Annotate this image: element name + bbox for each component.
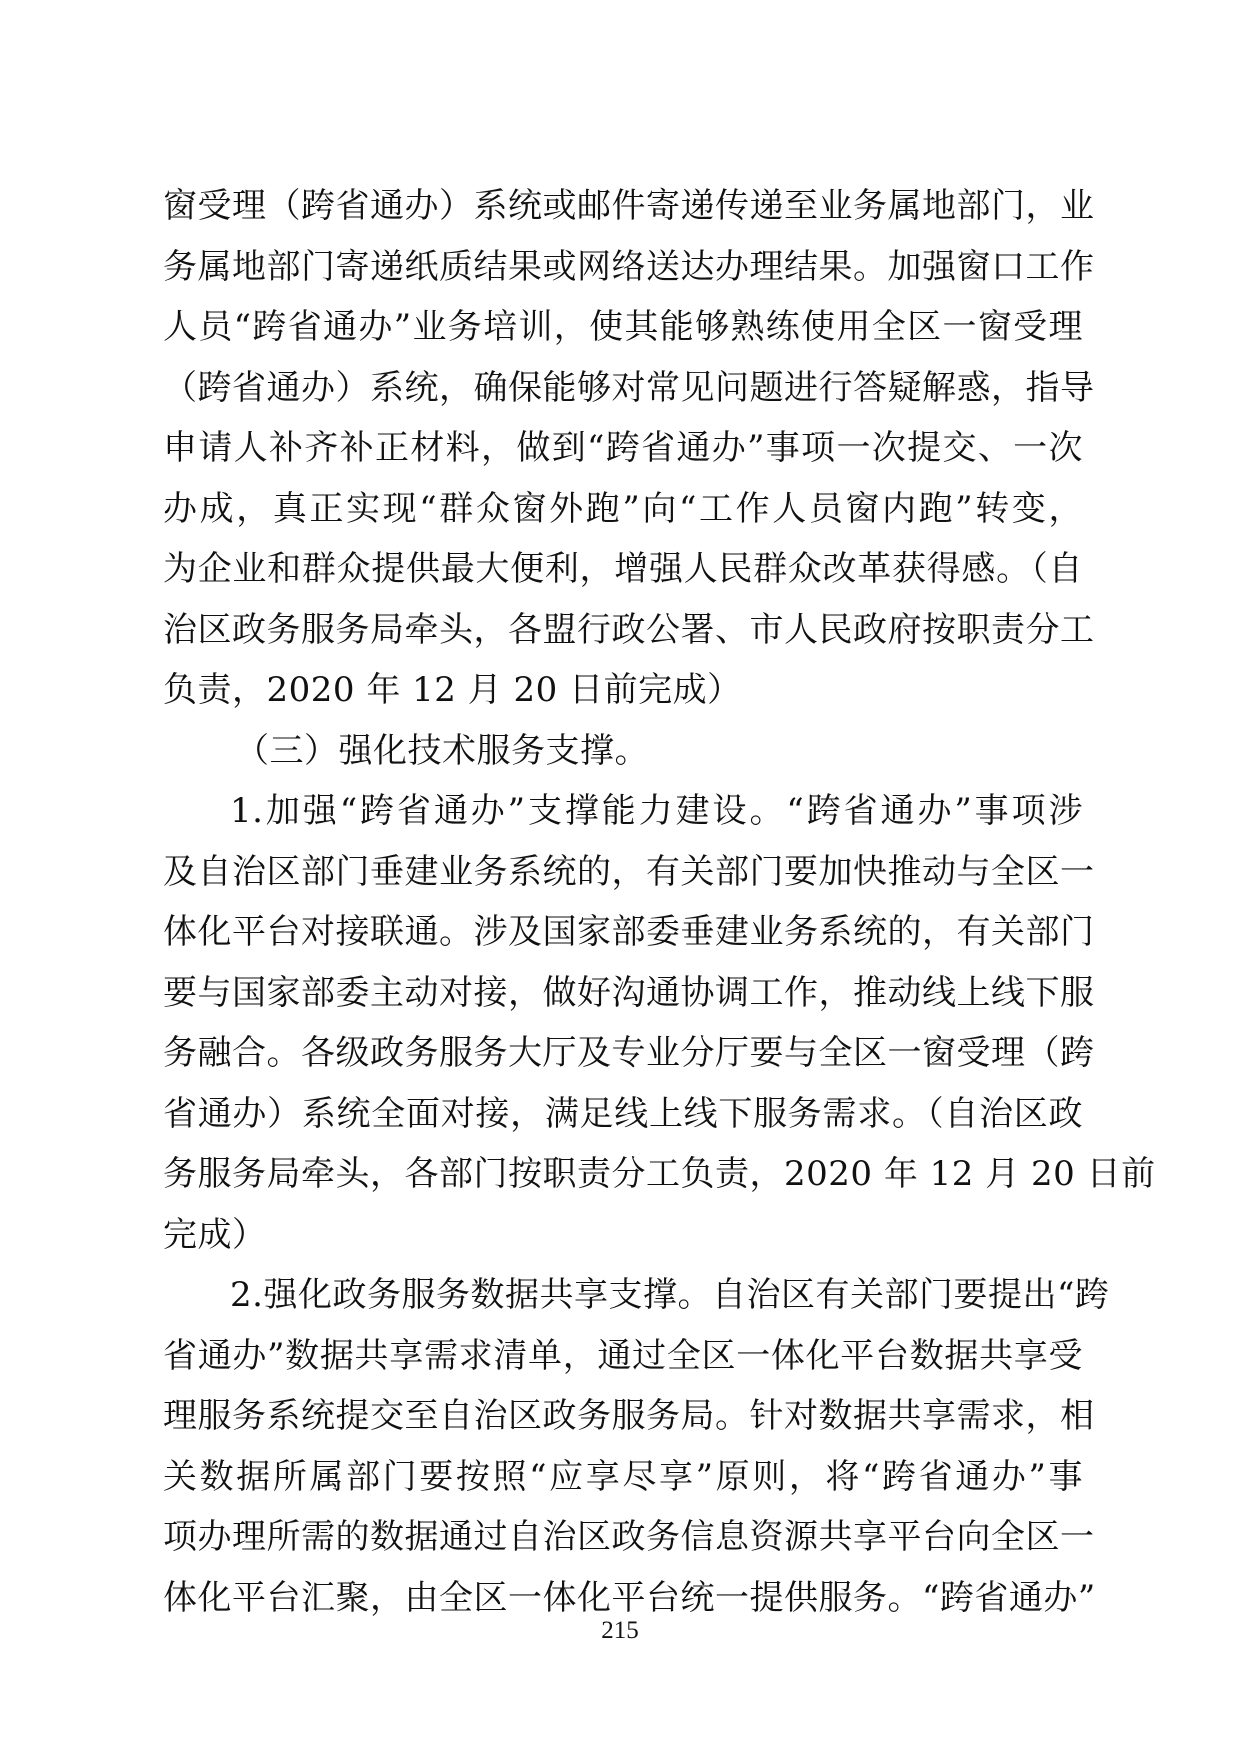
text-line: 申请人补齐补正材料，做到“跨省通办”事项一次提交、一次 — [163, 428, 1083, 468]
text-line: 1.加强“跨省通办”支撑能力建设。“跨省通办”事项涉 — [230, 791, 1083, 831]
text-line: 窗受理（跨省通办）系统或邮件寄递传递至业务属地部门，业 — [163, 186, 1095, 226]
page-number: 215 — [601, 1617, 639, 1644]
text-line: 体化平台对接联通。涉及国家部委垂建业务系统的，有关部门 — [163, 912, 1095, 952]
text-line: 及自治区部门垂建业务系统的，有关部门要加快推动与全区一 — [163, 851, 1095, 892]
text-line: 完成） — [163, 1214, 267, 1255]
text-line: 负责，2020 年 12 月 20 日前完成） — [163, 670, 742, 710]
body-text — [163, 176, 1156, 1628]
text-line: 省通办”数据共享需求清单，通过全区一体化平台数据共享受 — [163, 1335, 1083, 1376]
text-line: 要与国家部委主动对接，做好沟通协调工作，推动线上线下服 — [163, 972, 1095, 1013]
text-line: 关数据所属部门要按照“应享尽享”原则，将“跨省通办”事 — [163, 1456, 1083, 1497]
text-line: 项办理所需的数据通过自治区政务信息资源共享平台向全区一 — [163, 1517, 1095, 1557]
text-line: 办成，真正实现“群众窗外跑”向“工作人员窗内跑”转变， — [163, 488, 1083, 529]
text-line: 治区政务服务局牵头，各盟行政公署、市人民政府按职责分工 — [163, 609, 1095, 650]
text-line: 理服务系统提交至自治区政务服务局。针对数据共享需求，相 — [163, 1396, 1095, 1436]
section-heading: （三）强化技术服务支撑。 — [235, 730, 649, 771]
text-line: 务服务局牵头，各部门按职责分工负责，2020 年 12 月 20 日前 — [163, 1154, 1156, 1194]
text-line: 务融合。各级政务服务大厅及专业分厅要与全区一窗受理（跨 — [163, 1033, 1095, 1073]
text-line: 务属地部门寄递纸质结果或网络送达办理结果。加强窗口工作 — [163, 246, 1095, 287]
text-line: 2.强化政务服务数据共享支撑。自治区有关部门要提出“跨 — [230, 1275, 1110, 1315]
text-line: 省通办）系统全面对接，满足线上线下服务需求。（自治区政 — [163, 1093, 1083, 1134]
text-line: （跨省通办）系统，确保能够对常见问题进行答疑解惑，指导 — [163, 367, 1095, 408]
text-line: 为企业和群众提供最大便利，增强人民群众改革获得感。（自 — [163, 549, 1083, 589]
text-line: 体化平台汇聚，由全区一体化平台统一提供服务。“跨省通办” — [163, 1577, 1096, 1618]
text-line: 人员“跨省通办”业务培训，使其能够熟练使用全区一窗受理 — [163, 307, 1083, 347]
